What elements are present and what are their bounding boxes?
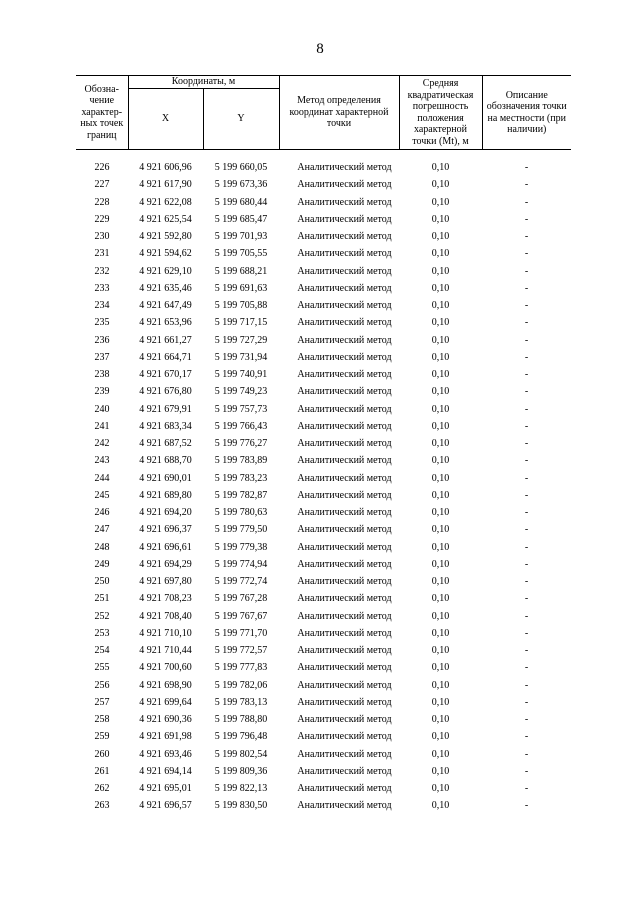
coord-x: 4 921 700,60 bbox=[139, 662, 192, 674]
coord-y: 5 199 771,70 bbox=[214, 627, 268, 639]
coord-x: 4 921 696,57 bbox=[139, 800, 192, 812]
method: Аналитический метод bbox=[297, 593, 392, 605]
accuracy: 0,10 bbox=[431, 455, 450, 467]
header-point-label: Обозна-чение характер-ных точек границ bbox=[76, 76, 128, 150]
point-number: 244 bbox=[94, 472, 110, 484]
point-number: 247 bbox=[94, 524, 110, 536]
table-row bbox=[76, 797, 571, 814]
accuracy: 0,10 bbox=[431, 748, 450, 760]
point-number: 236 bbox=[94, 334, 110, 346]
coord-x: 4 921 670,17 bbox=[139, 369, 192, 381]
table-row bbox=[76, 590, 571, 607]
method: Аналитический метод bbox=[297, 334, 392, 346]
coord-x: 4 921 664,71 bbox=[139, 351, 192, 363]
coord-x: 4 921 697,80 bbox=[139, 576, 192, 588]
coord-y: 5 199 774,94 bbox=[214, 558, 268, 570]
description: - bbox=[524, 386, 529, 398]
method: Аналитический метод bbox=[297, 507, 392, 519]
coord-x: 4 921 688,70 bbox=[139, 455, 192, 467]
accuracy: 0,10 bbox=[431, 610, 450, 622]
method: Аналитический метод bbox=[297, 282, 392, 294]
point-number: 259 bbox=[94, 731, 110, 743]
table-row bbox=[76, 521, 571, 538]
table-row bbox=[76, 194, 571, 211]
coord-y: 5 199 788,80 bbox=[214, 714, 268, 726]
table-row bbox=[76, 694, 571, 711]
table-row bbox=[76, 314, 571, 331]
method: Аналитический метод bbox=[297, 369, 392, 381]
coord-x: 4 921 683,34 bbox=[139, 420, 192, 432]
accuracy: 0,10 bbox=[431, 196, 450, 208]
accuracy: 0,10 bbox=[431, 783, 450, 795]
coord-x: 4 921 679,91 bbox=[139, 403, 192, 415]
description: - bbox=[524, 541, 529, 553]
coord-x: 4 921 694,20 bbox=[139, 507, 192, 519]
header-accuracy: Средняя квадратическая погрешность положения характерной точки (Mt), м bbox=[399, 76, 482, 150]
description: - bbox=[524, 438, 529, 450]
description: - bbox=[524, 282, 529, 294]
method: Аналитический метод bbox=[297, 351, 392, 363]
coord-x: 4 921 690,36 bbox=[139, 714, 192, 726]
description: - bbox=[524, 162, 529, 174]
description: - bbox=[524, 783, 529, 795]
description: - bbox=[524, 524, 529, 536]
coord-y: 5 199 660,05 bbox=[214, 162, 268, 174]
coord-y: 5 199 685,47 bbox=[214, 213, 268, 225]
table-row bbox=[76, 763, 571, 780]
description: - bbox=[524, 455, 529, 467]
method: Аналитический метод bbox=[297, 472, 392, 484]
method: Аналитический метод bbox=[297, 783, 392, 795]
coord-y: 5 199 830,50 bbox=[214, 800, 268, 812]
table-row bbox=[76, 228, 571, 245]
point-number: 256 bbox=[94, 679, 110, 691]
point-number: 253 bbox=[94, 627, 110, 639]
description: - bbox=[524, 248, 529, 260]
coord-y: 5 199 691,63 bbox=[214, 282, 268, 294]
table-row bbox=[76, 625, 571, 642]
coord-x: 4 921 710,10 bbox=[139, 627, 192, 639]
description: - bbox=[524, 403, 529, 415]
coord-y: 5 199 749,23 bbox=[214, 386, 268, 398]
coordinates-table bbox=[76, 75, 571, 815]
method: Аналитический метод bbox=[297, 179, 392, 191]
accuracy: 0,10 bbox=[431, 334, 450, 346]
accuracy: 0,10 bbox=[431, 696, 450, 708]
page-number: 8 bbox=[316, 41, 324, 57]
coord-y: 5 199 673,36 bbox=[214, 179, 268, 191]
method: Аналитический метод bbox=[297, 714, 392, 726]
point-number: 261 bbox=[94, 765, 110, 777]
table-row bbox=[76, 159, 571, 176]
method: Аналитический метод bbox=[297, 162, 392, 174]
coord-y: 5 199 783,23 bbox=[214, 472, 268, 484]
header-description: Описание обозначения точки на местности (при наличии) bbox=[482, 76, 571, 150]
coord-y: 5 199 688,21 bbox=[214, 265, 268, 277]
accuracy: 0,10 bbox=[431, 679, 450, 691]
coord-y: 5 199 782,06 bbox=[214, 679, 268, 691]
accuracy: 0,10 bbox=[431, 524, 450, 536]
accuracy: 0,10 bbox=[431, 386, 450, 398]
accuracy: 0,10 bbox=[431, 300, 450, 312]
method: Аналитический метод bbox=[297, 317, 392, 329]
point-number: 238 bbox=[94, 369, 110, 381]
method: Аналитический метод bbox=[297, 265, 392, 277]
method: Аналитический метод bbox=[297, 386, 392, 398]
method: Аналитический метод bbox=[297, 662, 392, 674]
coord-x: 4 921 647,49 bbox=[139, 300, 192, 312]
point-number: 245 bbox=[94, 489, 110, 501]
description: - bbox=[524, 472, 529, 484]
method: Аналитический метод bbox=[297, 248, 392, 260]
point-number: 263 bbox=[94, 800, 110, 812]
coord-y: 5 199 705,55 bbox=[214, 248, 268, 260]
description: - bbox=[524, 748, 529, 760]
description: - bbox=[524, 731, 529, 743]
header-x: X bbox=[128, 89, 203, 150]
description: - bbox=[524, 507, 529, 519]
coord-x: 4 921 594,62 bbox=[139, 248, 192, 260]
accuracy: 0,10 bbox=[431, 179, 450, 191]
method: Аналитический метод bbox=[297, 558, 392, 570]
description: - bbox=[524, 662, 529, 674]
table-row bbox=[76, 452, 571, 469]
header-y: Y bbox=[203, 89, 279, 150]
coord-x: 4 921 695,01 bbox=[139, 783, 192, 795]
coord-y: 5 199 766,43 bbox=[214, 420, 268, 432]
accuracy: 0,10 bbox=[431, 282, 450, 294]
table-row bbox=[76, 176, 571, 193]
accuracy: 0,10 bbox=[431, 645, 450, 657]
point-number: 232 bbox=[94, 265, 110, 277]
point-number: 249 bbox=[94, 558, 110, 570]
description: - bbox=[524, 627, 529, 639]
method: Аналитический метод bbox=[297, 403, 392, 415]
accuracy: 0,10 bbox=[431, 800, 450, 812]
table-row bbox=[76, 642, 571, 659]
coord-x: 4 921 592,80 bbox=[139, 231, 192, 243]
coord-y: 5 199 802,54 bbox=[214, 748, 268, 760]
method: Аналитический метод bbox=[297, 765, 392, 777]
coord-x: 4 921 625,54 bbox=[139, 213, 192, 225]
coord-y: 5 199 779,38 bbox=[214, 541, 268, 553]
table-row bbox=[76, 470, 571, 487]
accuracy: 0,10 bbox=[431, 765, 450, 777]
description: - bbox=[524, 696, 529, 708]
coord-x: 4 921 687,52 bbox=[139, 438, 192, 450]
point-number: 228 bbox=[94, 196, 110, 208]
accuracy: 0,10 bbox=[431, 351, 450, 363]
table-row bbox=[76, 245, 571, 262]
header-coordinates: Координаты, м bbox=[128, 76, 279, 89]
point-number: 241 bbox=[94, 420, 110, 432]
coord-y: 5 199 680,44 bbox=[214, 196, 268, 208]
point-number: 227 bbox=[94, 179, 110, 191]
table-row bbox=[76, 297, 571, 314]
coord-y: 5 199 772,74 bbox=[214, 576, 268, 588]
method: Аналитический метод bbox=[297, 679, 392, 691]
description: - bbox=[524, 593, 529, 605]
table-row bbox=[76, 780, 571, 797]
method: Аналитический метод bbox=[297, 420, 392, 432]
coord-y: 5 199 772,57 bbox=[214, 645, 268, 657]
description: - bbox=[524, 610, 529, 622]
accuracy: 0,10 bbox=[431, 541, 450, 553]
coord-x: 4 921 676,80 bbox=[139, 386, 192, 398]
accuracy: 0,10 bbox=[431, 248, 450, 260]
coord-x: 4 921 710,44 bbox=[139, 645, 192, 657]
table-row bbox=[76, 435, 571, 452]
method: Аналитический метод bbox=[297, 696, 392, 708]
point-number: 237 bbox=[94, 351, 110, 363]
method: Аналитический метод bbox=[297, 455, 392, 467]
table-row bbox=[76, 746, 571, 763]
point-number: 250 bbox=[94, 576, 110, 588]
coord-x: 4 921 690,01 bbox=[139, 472, 192, 484]
coord-y: 5 199 809,36 bbox=[214, 765, 268, 777]
description: - bbox=[524, 196, 529, 208]
table-row bbox=[76, 659, 571, 676]
coord-y: 5 199 779,50 bbox=[214, 524, 268, 536]
description: - bbox=[524, 576, 529, 588]
coord-y: 5 199 777,83 bbox=[214, 662, 268, 674]
coord-x: 4 921 698,90 bbox=[139, 679, 192, 691]
coord-x: 4 921 691,98 bbox=[139, 731, 192, 743]
description: - bbox=[524, 300, 529, 312]
coord-y: 5 199 731,94 bbox=[214, 351, 268, 363]
point-number: 258 bbox=[94, 714, 110, 726]
coord-x: 4 921 622,08 bbox=[139, 196, 192, 208]
point-number: 254 bbox=[94, 645, 110, 657]
table-row bbox=[76, 677, 571, 694]
coord-y: 5 199 701,93 bbox=[214, 231, 268, 243]
table-row bbox=[76, 556, 571, 573]
table-row bbox=[76, 366, 571, 383]
point-number: 255 bbox=[94, 662, 110, 674]
accuracy: 0,10 bbox=[431, 714, 450, 726]
header-method: Метод определения координат характерной точки bbox=[279, 76, 399, 150]
table-row bbox=[76, 539, 571, 556]
accuracy: 0,10 bbox=[431, 420, 450, 432]
description: - bbox=[524, 334, 529, 346]
point-number: 229 bbox=[94, 213, 110, 225]
description: - bbox=[524, 765, 529, 777]
table-row bbox=[76, 383, 571, 400]
accuracy: 0,10 bbox=[431, 662, 450, 674]
method: Аналитический метод bbox=[297, 576, 392, 588]
accuracy: 0,10 bbox=[431, 403, 450, 415]
point-number: 231 bbox=[94, 248, 110, 260]
method: Аналитический метод bbox=[297, 627, 392, 639]
description: - bbox=[524, 645, 529, 657]
coord-x: 4 921 606,96 bbox=[139, 162, 192, 174]
point-number: 262 bbox=[94, 783, 110, 795]
table-row bbox=[76, 263, 571, 280]
accuracy: 0,10 bbox=[431, 731, 450, 743]
method: Аналитический метод bbox=[297, 489, 392, 501]
coord-y: 5 199 705,88 bbox=[214, 300, 268, 312]
coord-x: 4 921 708,40 bbox=[139, 610, 192, 622]
coord-x: 4 921 689,80 bbox=[139, 489, 192, 501]
point-number: 257 bbox=[94, 696, 110, 708]
coord-y: 5 199 717,15 bbox=[214, 317, 268, 329]
coord-x: 4 921 696,61 bbox=[139, 541, 192, 553]
accuracy: 0,10 bbox=[431, 231, 450, 243]
description: - bbox=[524, 231, 529, 243]
coord-y: 5 199 783,13 bbox=[214, 696, 268, 708]
table-row bbox=[76, 504, 571, 521]
table-row bbox=[76, 211, 571, 228]
accuracy: 0,10 bbox=[431, 489, 450, 501]
coord-y: 5 199 727,29 bbox=[214, 334, 268, 346]
description: - bbox=[524, 179, 529, 191]
coord-y: 5 199 767,28 bbox=[214, 593, 268, 605]
point-number: 251 bbox=[94, 593, 110, 605]
point-number: 239 bbox=[94, 386, 110, 398]
description: - bbox=[524, 679, 529, 691]
table-row bbox=[76, 401, 571, 418]
description: - bbox=[524, 317, 529, 329]
coord-x: 4 921 694,14 bbox=[139, 765, 192, 777]
coord-y: 5 199 767,67 bbox=[214, 610, 268, 622]
description: - bbox=[524, 420, 529, 432]
coord-x: 4 921 699,64 bbox=[139, 696, 192, 708]
method: Аналитический метод bbox=[297, 748, 392, 760]
accuracy: 0,10 bbox=[431, 558, 450, 570]
point-number: 260 bbox=[94, 748, 110, 760]
coord-x: 4 921 635,46 bbox=[139, 282, 192, 294]
coord-x: 4 921 653,96 bbox=[139, 317, 192, 329]
coord-y: 5 199 757,73 bbox=[214, 403, 268, 415]
method: Аналитический метод bbox=[297, 524, 392, 536]
point-number: 233 bbox=[94, 282, 110, 294]
point-number: 230 bbox=[94, 231, 110, 243]
description: - bbox=[524, 800, 529, 812]
table-row bbox=[76, 573, 571, 590]
table-row bbox=[76, 711, 571, 728]
table-header bbox=[76, 76, 571, 150]
coord-x: 4 921 629,10 bbox=[139, 265, 192, 277]
description: - bbox=[524, 265, 529, 277]
coord-y: 5 199 780,63 bbox=[214, 507, 268, 519]
coord-x: 4 921 693,46 bbox=[139, 748, 192, 760]
coord-y: 5 199 822,13 bbox=[214, 783, 268, 795]
method: Аналитический метод bbox=[297, 196, 392, 208]
table-row bbox=[76, 349, 571, 366]
table-row bbox=[76, 487, 571, 504]
method: Аналитический метод bbox=[297, 213, 392, 225]
accuracy: 0,10 bbox=[431, 507, 450, 519]
accuracy: 0,10 bbox=[431, 162, 450, 174]
description: - bbox=[524, 489, 529, 501]
point-number: 235 bbox=[94, 317, 110, 329]
method: Аналитический метод bbox=[297, 231, 392, 243]
method: Аналитический метод bbox=[297, 731, 392, 743]
coord-x: 4 921 694,29 bbox=[139, 558, 192, 570]
description: - bbox=[524, 369, 529, 381]
method: Аналитический метод bbox=[297, 541, 392, 553]
accuracy: 0,10 bbox=[431, 213, 450, 225]
point-number: 226 bbox=[94, 162, 110, 174]
table-row bbox=[76, 418, 571, 435]
table-body bbox=[76, 150, 571, 815]
coord-x: 4 921 617,90 bbox=[139, 179, 192, 191]
method: Аналитический метод bbox=[297, 800, 392, 812]
table-row bbox=[76, 280, 571, 297]
point-number: 246 bbox=[94, 507, 110, 519]
coord-x: 4 921 661,27 bbox=[139, 334, 192, 346]
accuracy: 0,10 bbox=[431, 317, 450, 329]
point-number: 234 bbox=[94, 300, 110, 312]
table-row bbox=[76, 608, 571, 625]
description: - bbox=[524, 558, 529, 570]
accuracy: 0,10 bbox=[431, 576, 450, 588]
coord-y: 5 199 796,48 bbox=[214, 731, 268, 743]
coord-y: 5 199 782,87 bbox=[214, 489, 268, 501]
point-number: 240 bbox=[94, 403, 110, 415]
table-row bbox=[76, 332, 571, 349]
accuracy: 0,10 bbox=[431, 369, 450, 381]
coord-x: 4 921 696,37 bbox=[139, 524, 192, 536]
point-number: 243 bbox=[94, 455, 110, 467]
coord-x: 4 921 708,23 bbox=[139, 593, 192, 605]
accuracy: 0,10 bbox=[431, 265, 450, 277]
accuracy: 0,10 bbox=[431, 438, 450, 450]
point-number: 252 bbox=[94, 610, 110, 622]
coord-y: 5 199 740,91 bbox=[214, 369, 268, 381]
method: Аналитический метод bbox=[297, 438, 392, 450]
accuracy: 0,10 bbox=[431, 593, 450, 605]
point-number: 242 bbox=[94, 438, 110, 450]
method: Аналитический метод bbox=[297, 610, 392, 622]
table-row bbox=[76, 728, 571, 745]
point-number: 248 bbox=[94, 541, 110, 553]
coord-y: 5 199 776,27 bbox=[214, 438, 268, 450]
description: - bbox=[524, 213, 529, 225]
coord-y: 5 199 783,89 bbox=[214, 455, 268, 467]
description: - bbox=[524, 351, 529, 363]
method: Аналитический метод bbox=[297, 645, 392, 657]
accuracy: 0,10 bbox=[431, 627, 450, 639]
accuracy: 0,10 bbox=[431, 472, 450, 484]
description: - bbox=[524, 714, 529, 726]
method: Аналитический метод bbox=[297, 300, 392, 312]
